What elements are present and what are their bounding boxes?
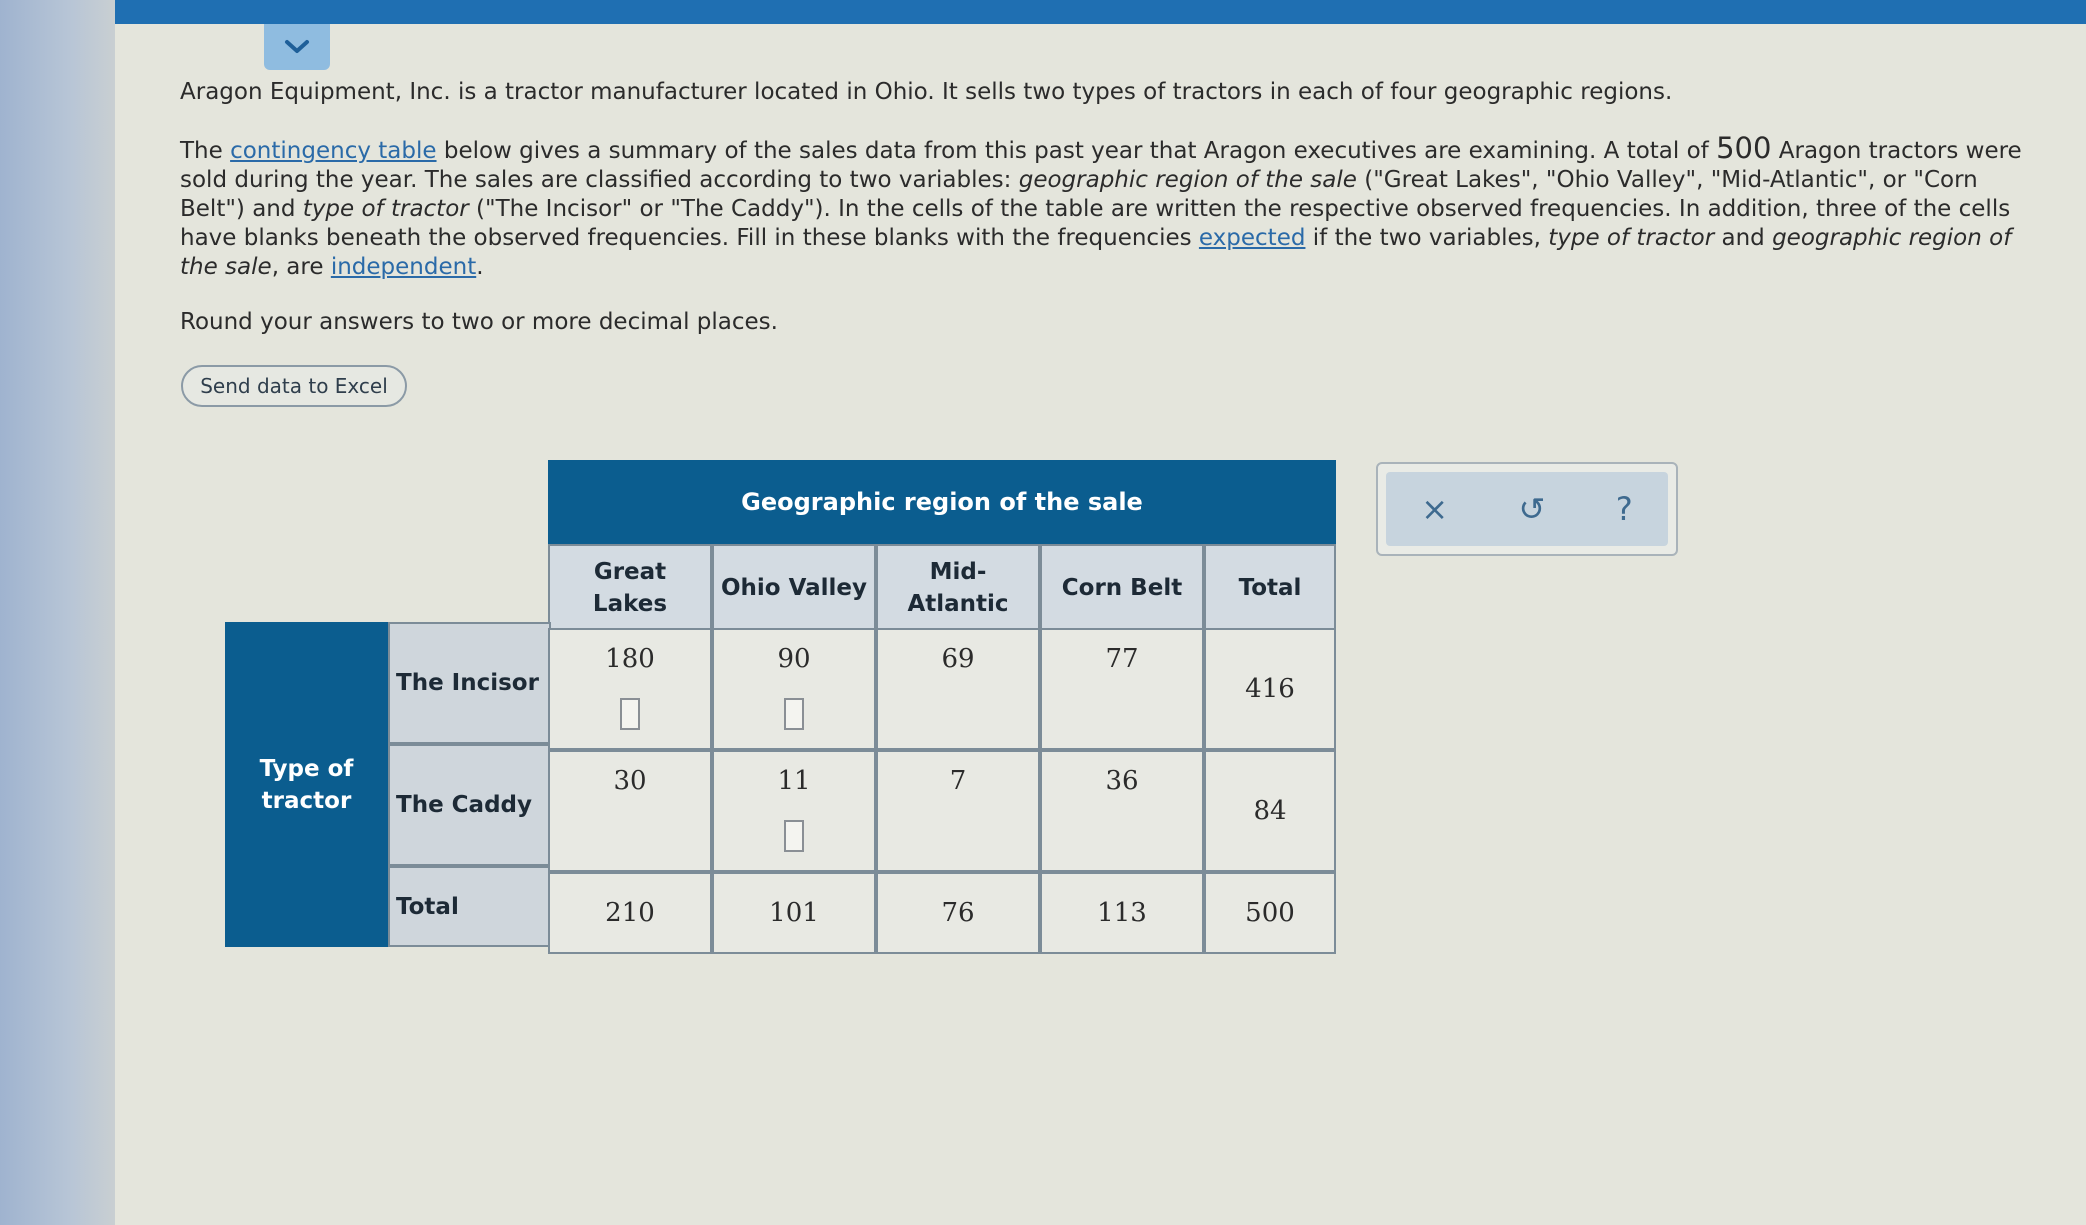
close-icon[interactable]: × xyxy=(1421,490,1449,528)
chevron-down-icon xyxy=(282,37,312,57)
intro-text: Aragon Equipment, Inc. is a tractor manufacturer located in Ohio. It sells two types of tractors in each of four geographic regions. xyxy=(180,79,1673,105)
col-header-mid-atlantic: Mid-Atlantic xyxy=(876,544,1040,632)
cell-total-great-lakes: 210 xyxy=(548,872,712,954)
collapse-toggle[interactable] xyxy=(264,24,330,70)
cell-incisor-corn-belt: 77 xyxy=(1040,628,1204,750)
help-icon[interactable]: ? xyxy=(1615,490,1633,528)
left-margin xyxy=(0,0,115,1225)
total-number: 500 xyxy=(1716,131,1772,165)
row-label-incisor: The Incisor xyxy=(388,622,551,744)
cell-caddy-corn-belt: 36 xyxy=(1040,750,1204,872)
col-header-great-lakes: Great Lakes xyxy=(548,544,712,632)
cell-total-corn-belt: 113 xyxy=(1040,872,1204,954)
col-header-corn-belt: Corn Belt xyxy=(1040,544,1204,632)
cell-incisor-ohio-valley: 90 xyxy=(712,628,876,750)
expected-input-incisor-great-lakes[interactable] xyxy=(620,698,640,730)
cell-caddy-total: 84 xyxy=(1204,750,1336,872)
contingency-table-link[interactable]: contingency table xyxy=(230,138,437,164)
cell-total-mid-atlantic: 76 xyxy=(876,872,1040,954)
expected-input-caddy-ohio-valley[interactable] xyxy=(784,820,804,852)
col-header-ohio-valley: Ohio Valley xyxy=(712,544,876,632)
cell-incisor-total: 416 xyxy=(1204,628,1336,750)
cell-incisor-mid-atlantic: 69 xyxy=(876,628,1040,750)
cell-incisor-great-lakes: 180 xyxy=(548,628,712,750)
send-to-excel-button[interactable]: Send data to Excel xyxy=(181,365,407,407)
undo-icon[interactable]: ↺ xyxy=(1518,490,1546,528)
cell-caddy-mid-atlantic: 7 xyxy=(876,750,1040,872)
independent-link[interactable]: independent xyxy=(330,254,477,280)
row-label-caddy: The Caddy xyxy=(388,744,551,866)
cell-caddy-ohio-valley: 11 xyxy=(712,750,876,872)
col-header-total: Total xyxy=(1204,544,1336,632)
row-group-header: Type of tractor xyxy=(225,622,388,947)
cell-caddy-great-lakes: 30 xyxy=(548,750,712,872)
table-main-header: Geographic region of the sale xyxy=(548,460,1336,544)
problem-paragraph: The contingency table below gives a summary of the sales data from this past year that Aragon executives are examining. A total of 500 Aragon tractors were sold during the year. The sales are classified according to two variables: geographic region of the sale ("Great Lakes", "Ohio Valley", "Mid-Atlantic", or "Corn Belt") and type of tractor ("The Incisor" or "The Caddy"). In the cells of the table are written the respective observed frequencies. In addition, three of the cells have blanks beneath the observed frequencies. Fill in these blanks with the frequencies expected if the two variables, type of tractor and geographic region of the sale, are independent. xyxy=(180,131,2022,280)
cell-total-ohio-valley: 101 xyxy=(712,872,876,954)
answer-tools-panel xyxy=(1376,462,1678,556)
expected-input-incisor-ohio-valley[interactable] xyxy=(784,698,804,730)
expected-link[interactable]: expected xyxy=(1198,225,1306,251)
top-bar xyxy=(115,0,2086,24)
round-note: Round your answers to two or more decimal places. xyxy=(180,309,778,335)
cell-total-total: 500 xyxy=(1204,872,1336,954)
row-label-total: Total xyxy=(388,866,551,947)
